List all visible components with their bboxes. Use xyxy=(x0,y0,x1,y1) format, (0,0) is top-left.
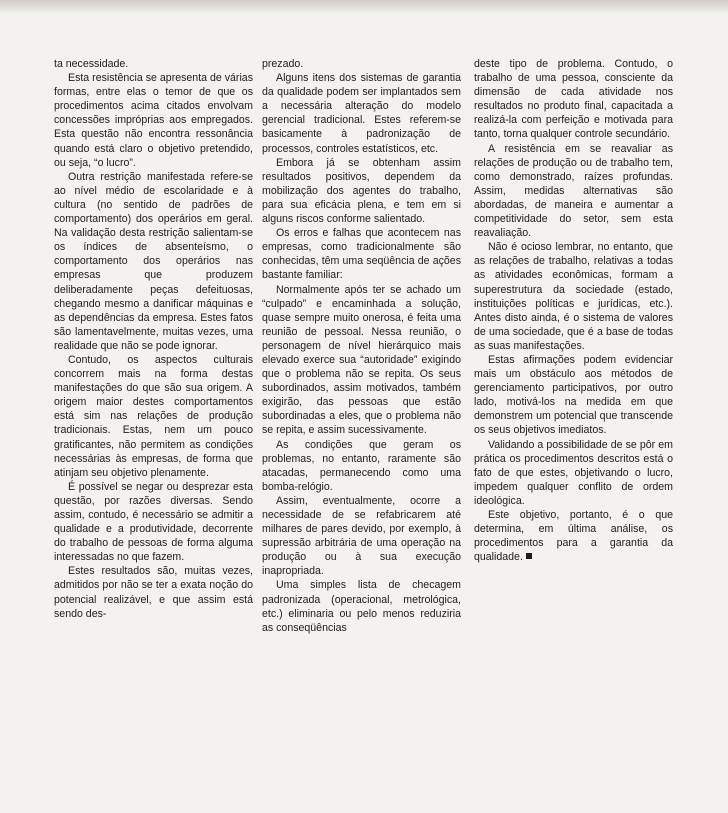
paragraph: Estes resultados são, muitas vezes, admitidos por não se ter a exata noção do potencial realizável, e que assim está sendo des- xyxy=(54,565,253,620)
paragraph: A resistência em se reavaliar as relações de produção ou de trabalho tem, como demonstrado, raízes profundas. Assim, medidas alternativas são abordadas, de maneira e aumentar a competitividade do setor, sem esta reavaliação. xyxy=(474,142,673,240)
text-column-middle xyxy=(262,57,461,635)
paragraph: Estas afirmações podem evidenciar mais um obstáculo aos métodos de gerenciamento participativos, por outro lado, motivá-los na medida em que demonstrem um potencial que transcende os seus objetivos imediatos. xyxy=(474,353,673,437)
paragraph: É possível se negar ou desprezar esta questão, por razões diversas. Sendo assim, contudo, é necessário se admitir a qualidade e a produtividade, decorrente do trabalho de pessoas de forma alguma interessadas no que fazem. xyxy=(54,480,253,564)
paragraph: Uma simples lista de checagem padronizada (operacional, metrológica, etc.) eliminaria ou pelo menos reduziria as conseqüências xyxy=(262,579,461,634)
paragraph: Validando a possibilidade de se pôr em prática os procedimentos descritos está o fato de que estes, objetivando o lucro, impedem qualquer conflito de ordem ideológica. xyxy=(474,438,673,507)
scan-top-shadow xyxy=(0,0,728,14)
paragraph: Embora já se obtenham assim resultados positivos, dependem da mobilização dos agentes do trabalho, para sua eficácia plena, e tem em si alguns riscos conforme salientado. xyxy=(262,156,461,226)
paragraph-final xyxy=(474,508,673,564)
paragraph: Esta resistência se apresenta de várias formas, entre elas o temor de que os procedimentos acima citados envolvam concessões impróprias aos empregados. Esta questão não encontra ressonância quando está claro o objetivo pretendido, ou seja, “o lucro”. xyxy=(54,72,253,169)
paragraph: Os erros e falhas que acontecem nas empresas, como tradicionalmente são conhecidas, têm uma seqüência de ações bastante familiar: xyxy=(262,227,461,282)
paragraph: Não é ocioso lembrar, no entanto, que as relações de trabalho, relativas a todas as atividades econômicas, formam a superestrutura da sociedade (estado, instituições políticas e jurídicas, etc.). Antes disto ainda, é o sistema de valores de uma sociedade, que é a base de todas as suas manifestações. xyxy=(474,241,673,352)
paragraph: Alguns itens dos sistemas de garantia da qualidade podem ser implantados sem a necessária alteração do modelo gerencial tradicional. Estes referem-se basicamente à padronização de processos, controles estatísticos, etc. xyxy=(262,72,461,155)
end-of-article-square-icon xyxy=(526,553,532,559)
paragraph: Normalmente após ter se achado um “culpado” e encaminhada a solução, quase sempre muito onerosa, é feita uma reunião de pessoal. Nessa reunião, o personagem de nível hierárquico mais elevado exerce sua “autoridade” exigindo que o problema não se repita. Os seus subordinados, assim motivados, também exigirão, das pessoas que estão subordinadas a eles, que o problema não se repita, e assim sucessivamente. xyxy=(262,283,461,437)
paragraph: Assim, eventualmente, ocorre a necessidade de se refabricarem até milhares de pares devido, por exemplo, à supressão arbitrária de uma operação na produção ou à sua execução inapropriada. xyxy=(262,494,461,578)
paragraph-continuation: ta necessidade. xyxy=(54,58,129,70)
paragraph: As condições que geram os problemas, no entanto, raramente são atacadas, permanecendo como uma bomba-relógio. xyxy=(262,438,461,493)
final-paragraph-text: Este objetivo, portanto, é o que determina, em última análise, os procedimentos para a garantia da qualidade. xyxy=(474,509,673,564)
text-column-left xyxy=(54,57,253,621)
paragraph: Contudo, os aspectos culturais concorrem mais na forma destas manifestações do que são sua origem. A origem maior destes comportamentos está sim nas relações de produção tradicionais. Estas, nem um pouco gratificantes, não permitem as condições necessárias às empresas, de forma que atinjam seu objetivo plenamente. xyxy=(54,353,253,479)
paragraph-continuation: prezado. xyxy=(262,58,304,70)
paragraph-continuation: deste tipo de problema. Contudo, o trabalho de uma pessoa, consciente da dimensão de cada atividade nos resultados no produto final, capacitada a realizá-la com perfeição e motivada para tanto, torna qualquer controle secundário. xyxy=(474,58,673,141)
paragraph: Outra restrição manifestada refere-se ao nível médio de escolaridade e à cultura (no sentido de padrões de comportamento) dos operários em geral. Na validação desta restrição salientam-se os índices de absenteísmo, o comportamento dos operários nas empresas que produzem deliberadamente peças defeituosas, chegando mesmo a danificar máquinas e as dependências da empresa. Estes fatos são lamentavelmente, muitas vezes, uma realidade que não se pode ignorar. xyxy=(54,170,253,352)
text-column-right xyxy=(474,57,673,564)
